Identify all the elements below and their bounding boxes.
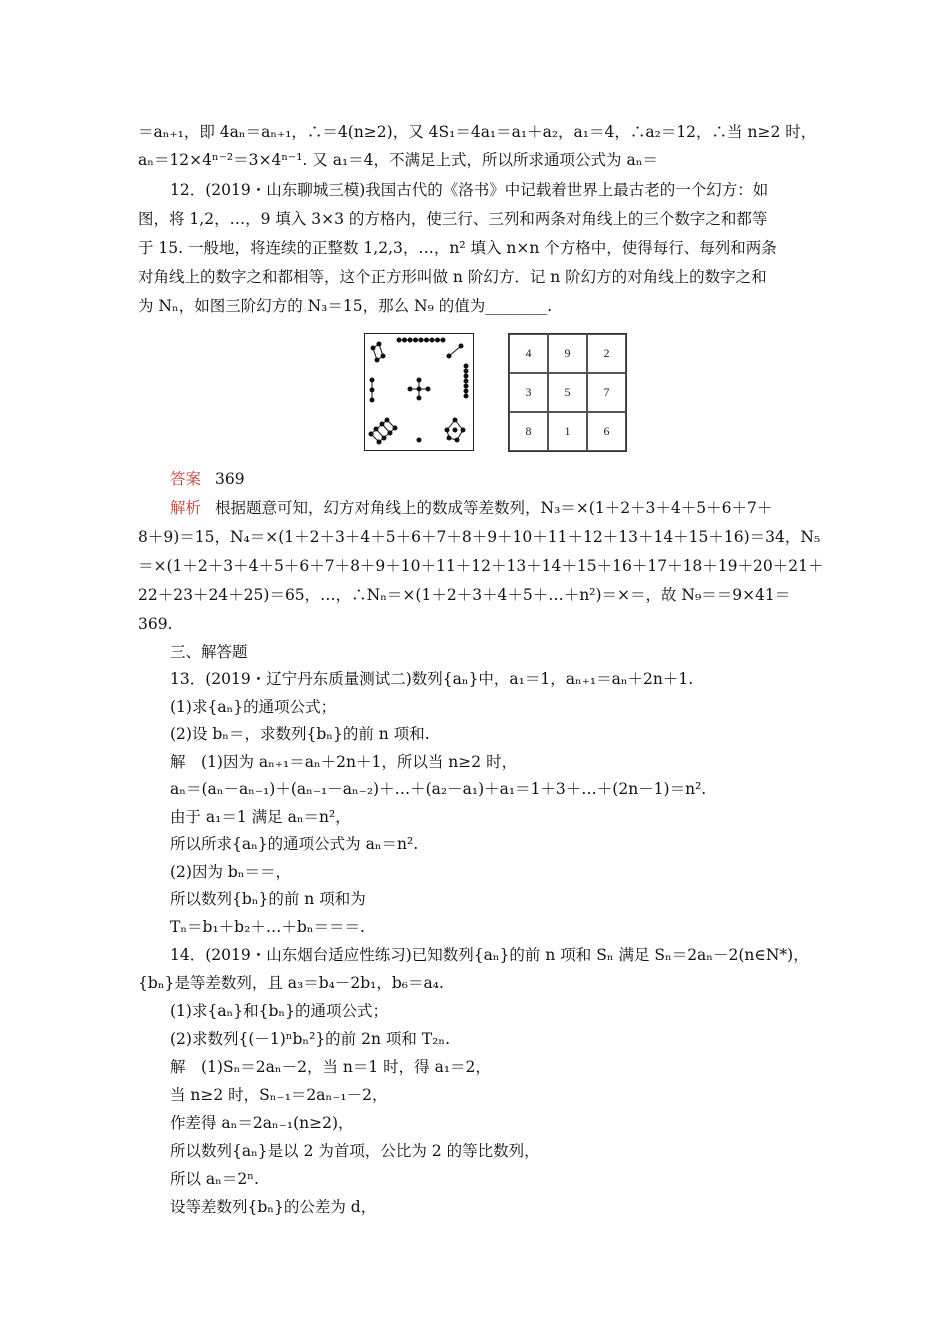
text-line: ＝aₙ₊₁，即 4aₙ＝aₙ₊₁，∴＝4(n≥2)，又 4S₁＝4a₁＝a₁＋a₂，a₁＝4，∴a₂＝12，∴当 n≥2 时， — [138, 123, 817, 141]
magic-cell: 3 — [509, 373, 548, 412]
problem-14-line: 14．(2019・山东烟台适应性练习)已知数列{aₙ}的前 n 项和 Sₙ 满足 Sₙ＝2aₙ－2(n∈N*)， — [170, 946, 809, 964]
magic-cell: 9 — [548, 334, 587, 373]
magic-cell: 8 — [509, 412, 548, 451]
luoshu-dots — [365, 334, 472, 449]
magic-cell: 7 — [587, 373, 626, 412]
text-line: 由于 a₁＝1 满足 aₙ＝n²， — [170, 808, 351, 826]
text-line: 369. — [138, 615, 173, 633]
text-line: 对角线上的数字之和都相等，这个正方形叫做 n 阶幻方．记 n 阶幻方的对角线上的数字之和 — [138, 268, 767, 286]
text-line: (1)求{aₙ}的通项公式； — [170, 698, 337, 716]
analysis-label: 解析 — [170, 499, 202, 517]
text-line: 作差得 aₙ＝2aₙ₋₁(n≥2)， — [170, 1114, 354, 1132]
text-line: aₙ＝(aₙ－aₙ₋₁)＋(aₙ₋₁－aₙ₋₂)＋…＋(a₂－a₁)＋a₁＝1＋3＋…＋(2n－1)＝n². — [170, 780, 707, 798]
text-line: (2)因为 bₙ＝＝， — [170, 863, 292, 881]
problem-13-line: 13．(2019・辽宁丹东质量测试二)数列{aₙ}中，a₁＝1，aₙ₊₁＝aₙ＋2n＋1. — [170, 670, 694, 688]
text-line: 当 n≥2 时，Sₙ₋₁＝2aₙ₋₁－2， — [170, 1086, 388, 1104]
problem-12-line: 12．(2019・山东聊城三模)我国古代的《洛书》中记载着世界上最古老的一个幻方：如 — [170, 181, 769, 199]
text-line: 8＋9)＝15，N₄＝×(1＋2＋3＋4＋5＋6＋7＋8＋9＋10＋11＋12＋13＋14＋15＋16)＝34，N₅ — [138, 528, 821, 546]
magic-square — [508, 333, 627, 452]
text-line: 为 Nₙ，如图三阶幻方的 N₃＝15，那么 N₉ 的值为________. — [138, 297, 553, 315]
magic-cell: 1 — [548, 412, 587, 451]
text-line: 所以所求{aₙ}的通项公式为 aₙ＝n². — [170, 835, 419, 853]
text-line: (2)设 bₙ＝，求数列{bₙ}的前 n 项和. — [170, 725, 430, 743]
solution-line: 解 (1)Sₙ＝2aₙ－2，当 n＝1 时，得 a₁＝2， — [170, 1058, 491, 1076]
solution-line: 解 (1)因为 aₙ₊₁＝aₙ＋2n＋1，所以当 n≥2 时， — [170, 753, 518, 771]
answer-line — [170, 465, 850, 493]
text-line: 所以 aₙ＝2ⁿ. — [170, 1170, 259, 1188]
magic-cell: 6 — [587, 412, 626, 451]
text-line: 所以数列{bₙ}的前 n 项和为 — [170, 890, 366, 908]
text-line: (2)求数列{(－1)ⁿbₙ²}的前 2n 项和 T₂ₙ. — [170, 1030, 450, 1048]
text-line: ＝×(1＋2＋3＋4＋5＋6＋7＋8＋9＋10＋11＋12＋13＋14＋15＋16＋17＋18＋19＋20＋21＋ — [138, 557, 824, 575]
text-line: aₙ＝12×4ⁿ⁻²＝3×4ⁿ⁻¹. 又 a₁＝4，不满足上式，所以所求通项公式为 aₙ＝ — [138, 151, 658, 169]
text-line: (1)求{aₙ}和{bₙ}的通项公式； — [170, 1002, 388, 1020]
text-line: 设等差数列{bₙ}的公差为 d， — [170, 1198, 377, 1216]
text-line: 图，将 1,2，…，9 填入 3×3 的方格内，使三行、三列和两条对角线上的三个数字之和都等 — [138, 210, 768, 228]
luoshu-figure — [364, 333, 474, 451]
answer-label: 答案 — [170, 470, 202, 488]
magic-cell: 2 — [587, 334, 626, 373]
analysis-line — [170, 494, 850, 522]
analysis-text: 根据题意可知，幻方对角线上的数成等差数列，N₃＝×(1＋2＋3＋4＋5＋6＋7＋ — [215, 499, 773, 517]
text-line: {bₙ}是等差数列，且 a₃＝b₄－2b₁，b₆＝a₄. — [138, 974, 444, 992]
text-line: 22＋23＋24＋25)＝65，…，∴Nₙ＝×(1＋2＋3＋4＋5＋…＋n²)＝×＝，故 N₉＝＝9×41＝ — [138, 586, 791, 604]
answer-value: 369 — [215, 470, 245, 488]
text-line: Tₙ＝b₁＋b₂＋…＋bₙ＝＝＝. — [170, 918, 365, 936]
text-line: 于 15. 一般地，将连续的正整数 1,2,3，…，n² 填入 n×n 个方格中，使得每行、每列和两条 — [138, 239, 777, 257]
magic-cell: 5 — [548, 373, 587, 412]
text-line: 所以数列{aₙ}是以 2 为首项，公比为 2 的等比数列， — [170, 1142, 540, 1160]
section-heading: 三、解答题 — [170, 643, 248, 661]
magic-cell: 4 — [509, 334, 548, 373]
